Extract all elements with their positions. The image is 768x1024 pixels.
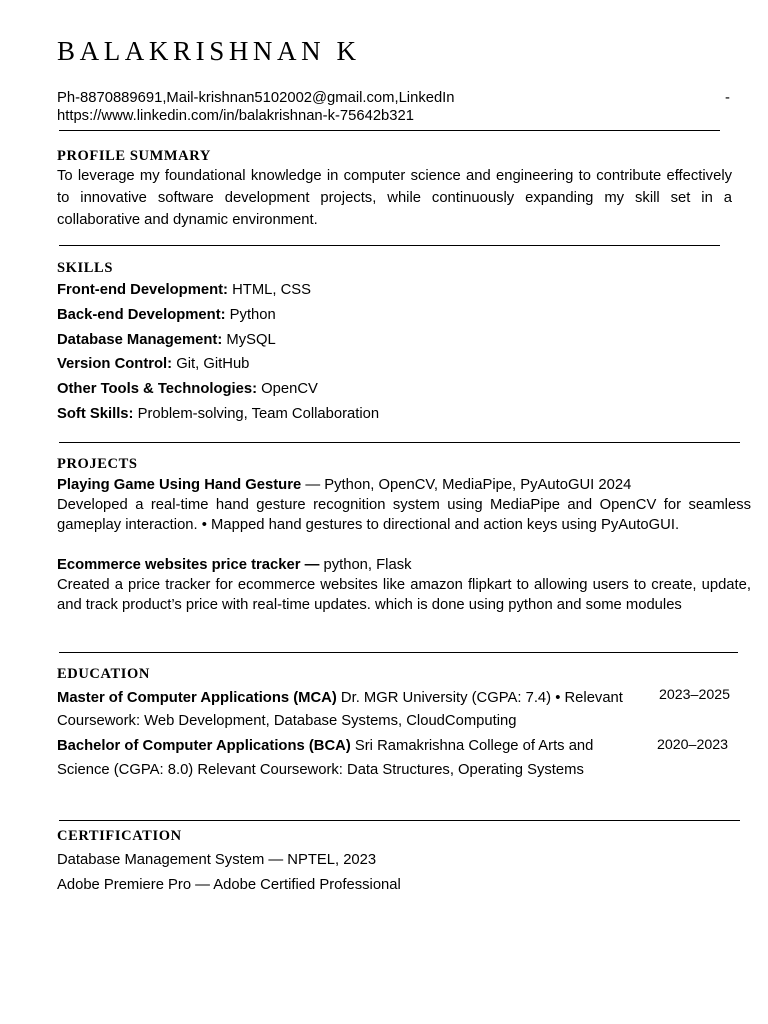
- skill-item: [57, 280, 311, 300]
- institution: Sri Ramakrishna College of Arts and: [350, 738, 594, 754]
- skill-item: [57, 379, 318, 399]
- skill-label: Back-end Development:: [57, 307, 226, 323]
- project-description: Developed a real-time hand gesture recognition system using MediaPipe and OpenCV for seamless gameplay interaction. • Mapped hand gestures to directional and action keys using PyAutoGUI.: [57, 497, 751, 533]
- divider: [59, 130, 720, 131]
- skill-label: Soft Skills:: [57, 406, 134, 422]
- skill-item: [57, 305, 276, 325]
- skill-value: MySQL: [222, 332, 276, 348]
- certification-item: Database Management System — NPTEL, 2023: [57, 852, 377, 868]
- degree-name: Bachelor of Computer Applications (BCA): [57, 738, 351, 754]
- certification-heading: CERTIFICATION: [57, 828, 182, 844]
- project-item: [57, 555, 412, 575]
- education-coursework: Science (CGPA: 8.0) Relevant Coursework: Data Structures, Operating Systems: [57, 762, 584, 778]
- project-item: [57, 475, 751, 495]
- contact-line: Ph-8870889691,Mail-krishnan5102002@gmail.com,LinkedIn: [57, 90, 455, 106]
- project-title: Playing Game Using Hand Gesture: [57, 477, 302, 493]
- skill-value: HTML, CSS: [228, 282, 312, 298]
- certification-item: Adobe Premiere Pro — Adobe Certified Professional: [57, 877, 401, 893]
- skill-label: Other Tools & Technologies:: [57, 381, 258, 397]
- education-coursework: Coursework: Web Development, Database Systems, CloudComputing: [57, 713, 517, 729]
- project-tech: python, Flask: [319, 557, 412, 573]
- skill-value: Git, GitHub: [172, 356, 250, 372]
- divider: [59, 245, 720, 246]
- project-title: Ecommerce websites price tracker —: [57, 557, 320, 573]
- profile-summary-text: To leverage my foundational knowledge in computer science and engineering to contribute effectively to innovative software development projects, while continuously expanding my skill set in a collaborative and dynamic environment.: [57, 168, 732, 228]
- divider: [59, 820, 740, 821]
- skill-item: [57, 354, 249, 374]
- skill-item: [57, 330, 276, 350]
- candidate-name: BALAKRISHNAN K: [57, 36, 361, 66]
- skill-value: Python: [225, 307, 276, 323]
- contact-dash: -: [725, 90, 730, 106]
- skill-label: Front-end Development:: [57, 282, 228, 298]
- education-years: 2020–2023: [657, 737, 729, 753]
- skill-label: Database Management:: [57, 332, 223, 348]
- projects-heading: PROJECTS: [57, 456, 138, 472]
- divider: [59, 652, 738, 653]
- skills-heading: SKILLS: [57, 260, 113, 276]
- linkedin-url: https://www.linkedin.com/in/balakrishnan-k-75642b321: [57, 108, 414, 124]
- education-item: [57, 688, 623, 708]
- profile-summary-heading: PROFILE SUMMARY: [57, 148, 211, 164]
- project-description: Created a price tracker for ecommerce websites like amazon flipkart to allowing users to create, update, and track product’s price with real-time updates. which is done using python and some modules: [57, 577, 751, 613]
- education-years: 2023–2025: [659, 687, 731, 703]
- education-heading: EDUCATION: [57, 666, 150, 682]
- degree-name: Master of Computer Applications (MCA): [57, 690, 337, 706]
- skill-value: Problem-solving, Team Collaboration: [133, 406, 380, 422]
- project-tech: — Python, OpenCV, MediaPipe, PyAutoGUI 2024: [301, 477, 632, 493]
- education-item: [57, 736, 593, 756]
- skill-label: Version Control:: [57, 356, 173, 372]
- institution: Dr. MGR University (CGPA: 7.4) • Relevant: [336, 690, 623, 706]
- divider: [59, 442, 740, 443]
- skill-item: [57, 404, 379, 424]
- skill-value: OpenCV: [257, 381, 318, 397]
